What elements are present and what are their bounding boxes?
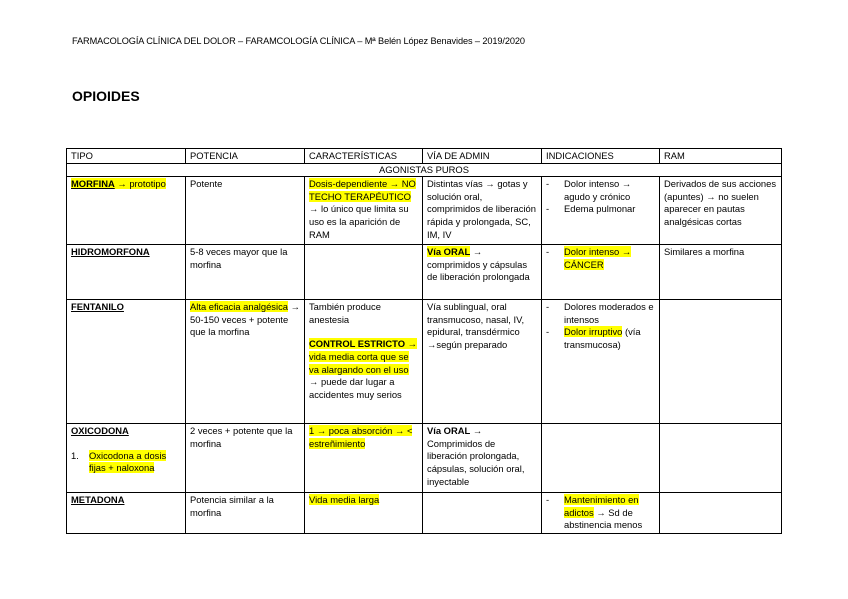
- opioids-table: [66, 148, 782, 534]
- highlight-text: Alta eficacia analgésica: [190, 301, 288, 313]
- highlight-text: 1 → poca absorción → < estreñimiento: [309, 425, 413, 449]
- cell-potencia: 5-8 veces mayor que la morfina: [186, 245, 305, 300]
- bold-text: Vía ORAL: [427, 425, 471, 437]
- highlight-text: Dolor irruptivo: [564, 326, 623, 338]
- column-header: INDICACIONES: [542, 149, 660, 164]
- cell-ram: Derivados de sus acciones (apuntes) → no suelen aparecer en pautas analgésicas cortas: [660, 177, 782, 245]
- table-row: [67, 493, 782, 534]
- drug-name: HIDROMORFONA: [71, 246, 150, 258]
- list-marker: 1.: [71, 449, 79, 461]
- list-text: → Sd de abstinencia menos: [564, 506, 643, 531]
- list-text: (vía transmucosa): [564, 326, 641, 350]
- cell-tipo: [67, 493, 186, 534]
- list-marker: -: [546, 494, 550, 506]
- cell-via: [423, 245, 542, 300]
- list-marker: -: [546, 178, 550, 190]
- list-text: Dolor intenso → agudo y crónico: [564, 178, 632, 202]
- cell-via: Vía sublingual, oral transmucoso, nasal, IV, epidural, transdérmico →según preparado: [423, 300, 542, 424]
- list-marker: -: [546, 246, 550, 258]
- list-marker: -: [546, 203, 550, 215]
- highlight-text: Dolor intenso → CÁNCER: [564, 246, 632, 270]
- column-header: POTENCIA: [186, 149, 305, 164]
- cell-tipo: [67, 300, 186, 424]
- drug-name: OXICODONA: [71, 425, 129, 437]
- drug-name: MORFINA: [71, 178, 115, 190]
- list-item: [71, 450, 181, 475]
- table-row: [67, 300, 782, 424]
- table-row: [67, 424, 782, 493]
- cell-potencia: Potencia similar a la morfina: [186, 493, 305, 534]
- cell-indicaciones: [542, 245, 660, 300]
- cell-indicaciones: [542, 493, 660, 534]
- cell-tipo: [67, 424, 186, 493]
- column-header: CARACTERÍSTICAS: [305, 149, 423, 164]
- drug-name: FENTANILO: [71, 301, 124, 313]
- highlight-text: vida media corta que se va alargando con el uso: [309, 350, 409, 375]
- section-title: AGONISTAS PUROS: [67, 163, 782, 177]
- cell-ram: [660, 300, 782, 424]
- cell-caracteristicas: [305, 424, 423, 493]
- column-header: RAM: [660, 149, 782, 164]
- list-marker: -: [546, 301, 550, 313]
- list-item: [546, 203, 655, 216]
- cell-text: → Comprimidos de liberación prolongada, cápsulas, solución oral, inyectable: [427, 425, 525, 487]
- list-marker: -: [546, 326, 550, 338]
- cell-text: También produce anestesia: [309, 301, 381, 325]
- list-item: [546, 178, 655, 203]
- list-item: [546, 326, 655, 351]
- list-item: [546, 301, 655, 326]
- cell-potencia: [186, 300, 305, 424]
- highlight-text: Oxicodona a dosis fijas + naloxona: [89, 449, 167, 474]
- table-header-row: [67, 149, 782, 164]
- cell-text: → puede dar lugar a accidentes muy serios: [309, 376, 402, 400]
- cell-text: → comprimidos y cápsulas de liberación prolongada: [427, 246, 530, 283]
- cell-potencia: 2 veces + potente que la morfina: [186, 424, 305, 493]
- list-text: Dolores moderados e intensos: [564, 301, 654, 325]
- highlight-text: CONTROL ESTRICTO →: [309, 338, 417, 350]
- cell-via: [423, 493, 542, 534]
- cell-caracteristicas: [305, 300, 423, 424]
- highlight-text: Vida media larga: [309, 494, 380, 506]
- table-row: [67, 177, 782, 245]
- cell-potencia: Potente: [186, 177, 305, 245]
- highlight-text: Dosis-dependiente → NO TECHO TERAPÉUTICO: [309, 178, 416, 202]
- cell-indicaciones: [542, 177, 660, 245]
- page-title: OPIOIDES: [72, 88, 140, 104]
- drug-name: METADONA: [71, 494, 125, 506]
- cell-caracteristicas: [305, 245, 423, 300]
- cell-caracteristicas: [305, 493, 423, 534]
- cell-indicaciones: [542, 300, 660, 424]
- list-text: Edema pulmonar: [564, 203, 636, 215]
- highlight-text: Mantenimiento en adictos: [564, 494, 639, 518]
- cell-ram: [660, 424, 782, 493]
- cell-via: [423, 424, 542, 493]
- drug-note: → prototipo: [117, 178, 166, 190]
- cell-text: → 50-150 veces + potente que la morfina: [190, 301, 300, 338]
- column-header: TIPO: [67, 149, 186, 164]
- table-row: [67, 245, 782, 300]
- cell-tipo: [67, 245, 186, 300]
- cell-caracteristicas: [305, 177, 423, 245]
- document-header: FARMACOLOGÍA CLÍNICA DEL DOLOR – FARAMCOLOGÍA CLÍNICA – Mª Belén López Benavides – 2019/2020: [72, 36, 525, 46]
- column-header: VÍA DE ADMIN: [423, 149, 542, 164]
- cell-indicaciones: [542, 424, 660, 493]
- highlight-text: Vía ORAL: [427, 246, 471, 258]
- cell-tipo: [67, 177, 186, 245]
- cell-via: Distintas vías → gotas y solución oral, comprimidos de liberación rápida y prolongada, SC, IM, IV: [423, 177, 542, 245]
- cell-ram: Similares a morfina: [660, 245, 782, 300]
- section-row: [67, 163, 782, 177]
- list-item: [546, 494, 655, 532]
- cell-ram: [660, 493, 782, 534]
- cell-text: → lo único que limita su uso es la aparición de RAM: [309, 203, 409, 240]
- list-item: [546, 246, 655, 271]
